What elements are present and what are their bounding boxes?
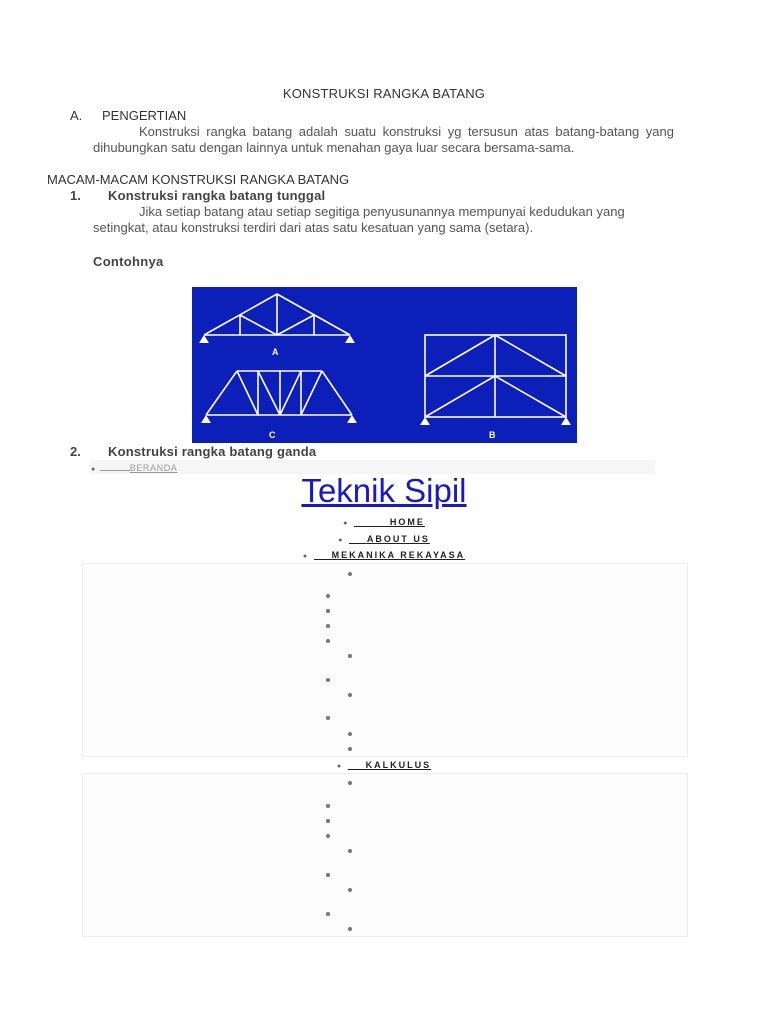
bullet-icon: ● [338, 537, 345, 544]
menu-link-kalkulus[interactable]: KALKULUS [365, 760, 432, 770]
menu-item-home [0, 517, 768, 527]
item-1-number: 1. [70, 188, 81, 203]
link-underline [349, 536, 367, 544]
truss-a [204, 294, 350, 335]
truss-c [206, 371, 352, 415]
beranda-link[interactable]: BERANDA [129, 463, 178, 473]
bullet-icon: ● [336, 763, 344, 770]
bullet-icon: ● [302, 553, 310, 560]
bullet-icon [326, 804, 330, 808]
bullet-icon [348, 927, 352, 931]
link-underline [354, 519, 390, 527]
definition-paragraph: Konstruksi rangka batang adalah suatu konstruksi yg tersusun atas batang-batang yang dihubungkan satu dengan lainnya untuk menahan gaya luar secara bersama-sama. [93, 124, 674, 155]
bullet-icon [326, 834, 330, 838]
item-1-label: Konstruksi rangka batang tunggal [108, 188, 326, 203]
link-underline [348, 762, 366, 770]
bullet-icon [348, 781, 352, 785]
truss-figure [192, 287, 577, 443]
bullet-icon: ● [343, 520, 350, 527]
mekanika-submenu-panel [82, 563, 688, 757]
truss-diagram [192, 287, 577, 443]
bullet-icon [348, 849, 352, 853]
menu-link-home[interactable]: HOME [389, 517, 425, 527]
kalkulus-submenu-panel [82, 773, 688, 937]
link-underline [100, 462, 130, 471]
bullet-icon [326, 639, 330, 643]
bullet-icon [326, 819, 330, 823]
item-2-label: Konstruksi rangka batang ganda [108, 444, 317, 459]
bullet-icon [348, 572, 352, 576]
types-heading: MACAM-MACAM KONSTRUKSI RANGKA BATANG [47, 172, 350, 187]
bullet-icon [348, 654, 352, 658]
menu-item-mekanika [0, 550, 768, 560]
site-title[interactable]: Teknik Sipil [301, 472, 467, 509]
bullet-icon [326, 716, 330, 720]
truss-a-supports [199, 335, 355, 343]
truss-c-label: C [269, 430, 276, 440]
example-label: Contohnya [93, 254, 164, 269]
section-a-number: A. [70, 108, 83, 123]
bullet-icon [326, 912, 330, 916]
link-underline [314, 552, 332, 560]
item-1-paragraph: Jika setiap batang atau setiap segitiga penyusunannya mempunyai kedudukan yang setingkat, atau konstruksi terdiri dari atas satu kesatuan yang sama (setara). [93, 204, 625, 235]
bullet-icon [326, 609, 330, 613]
bullet-icon: ● [91, 466, 96, 473]
bullet-icon [348, 693, 352, 697]
bullet-icon [326, 594, 330, 598]
truss-b-supports [420, 417, 571, 425]
truss-a-label: A [272, 347, 279, 357]
bullet-icon [326, 873, 330, 877]
bullet-icon [326, 624, 330, 628]
item-2-number: 2. [70, 444, 81, 459]
menu-item-kalkulus [0, 760, 768, 770]
bullet-icon [348, 747, 352, 751]
truss-b [425, 335, 566, 417]
section-a-label: PENGERTIAN [102, 108, 187, 123]
truss-b-label: B [489, 430, 496, 440]
truss-c-supports [201, 415, 357, 423]
menu-item-about [0, 534, 768, 544]
menu-link-mekanika[interactable]: MEKANIKA REKAYASA [331, 550, 466, 560]
bullet-icon [348, 732, 352, 736]
bullet-icon [326, 678, 330, 682]
bullet-icon [348, 888, 352, 892]
menu-link-about[interactable]: ABOUT US [366, 534, 430, 544]
document-title: KONSTRUKSI RANGKA BATANG [282, 86, 486, 101]
